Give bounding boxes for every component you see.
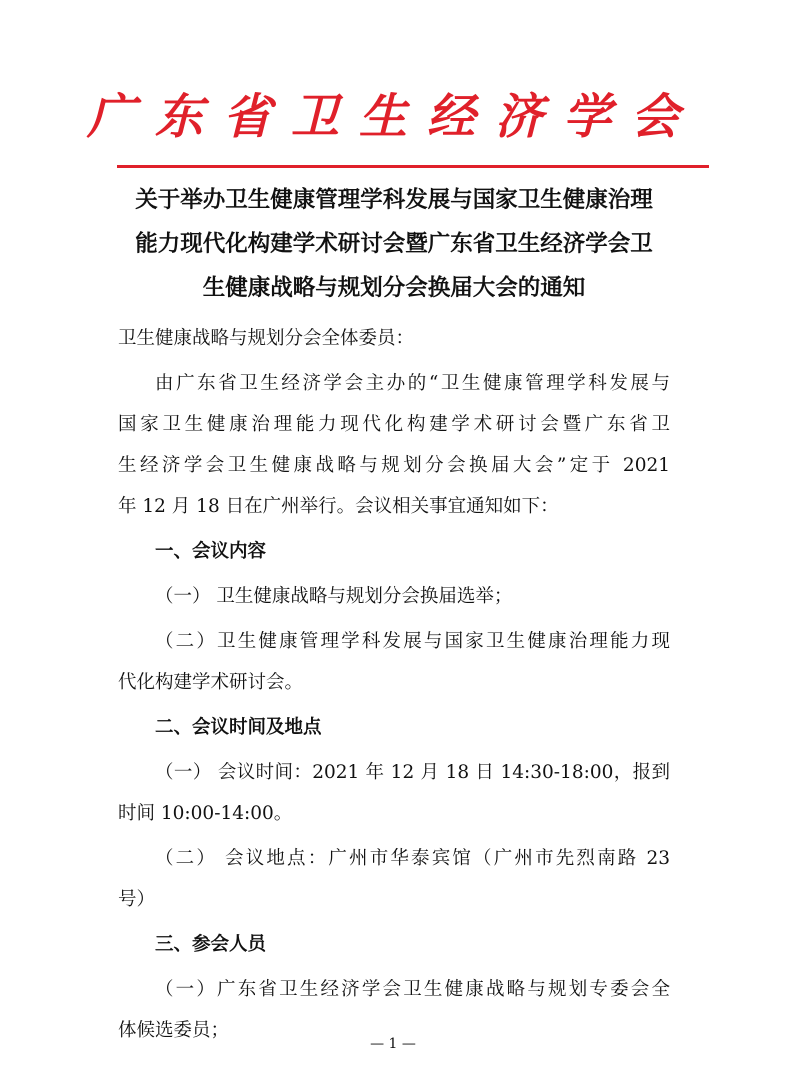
- intro-line: 国家卫生健康治理能力现代化构建学术研讨会暨广东省卫: [118, 414, 670, 435]
- section-item: （一）广东省卫生经济学会卫生健康战略与规划专委会全: [155, 979, 670, 1000]
- intro-line: 由广东省卫生经济学会主办的“卫生健康管理学科发展与: [155, 373, 670, 394]
- masthead-divider: [117, 165, 709, 168]
- salutation: 卫生健康战略与规划分会全体委员：: [118, 328, 415, 349]
- section-item-continued: 体候选委员；: [118, 1020, 230, 1041]
- notice-body: [118, 318, 670, 1051]
- title-line: 能力现代化构建学术研讨会暨广东省卫生经济学会卫: [135, 231, 653, 257]
- section-heading: 二、会议时间及地点: [155, 717, 322, 738]
- section-heading: 三、参会人员: [155, 934, 267, 955]
- masthead-title: 广东省卫生经济学会: [86, 89, 699, 145]
- section-item: （二）卫生健康管理学科发展与国家卫生健康治理能力现: [155, 631, 670, 652]
- intro-line: 生经济学会卫生健康战略与规划分会换届大会”定于 2021: [118, 455, 670, 476]
- notice-title: [118, 178, 670, 310]
- section-item: （一） 会议时间：2021 年 12 月 18 日 14:30-18:00，报到: [155, 762, 670, 783]
- title-line: 生健康战略与规划分会换届大会的通知: [202, 275, 586, 301]
- section-heading: 一、会议内容: [155, 541, 267, 562]
- section-item-continued: 时间 10:00-14:00。: [118, 803, 293, 824]
- section-item-continued: 号）: [118, 889, 156, 910]
- title-line: 关于举办卫生健康管理学科发展与国家卫生健康治理: [135, 187, 653, 213]
- intro-line: 年 12 月 18 日在广州举行。会议相关事宜通知如下：: [118, 496, 559, 517]
- section-item: （一） 卫生健康战略与规划分会换届选举；: [155, 586, 513, 607]
- section-item: （二） 会议地点：广州市华泰宾馆（广州市先烈南路 23: [155, 848, 670, 869]
- section-item-continued: 代化构建学术研讨会。: [118, 672, 304, 693]
- page-number: — 1 —: [370, 1036, 416, 1052]
